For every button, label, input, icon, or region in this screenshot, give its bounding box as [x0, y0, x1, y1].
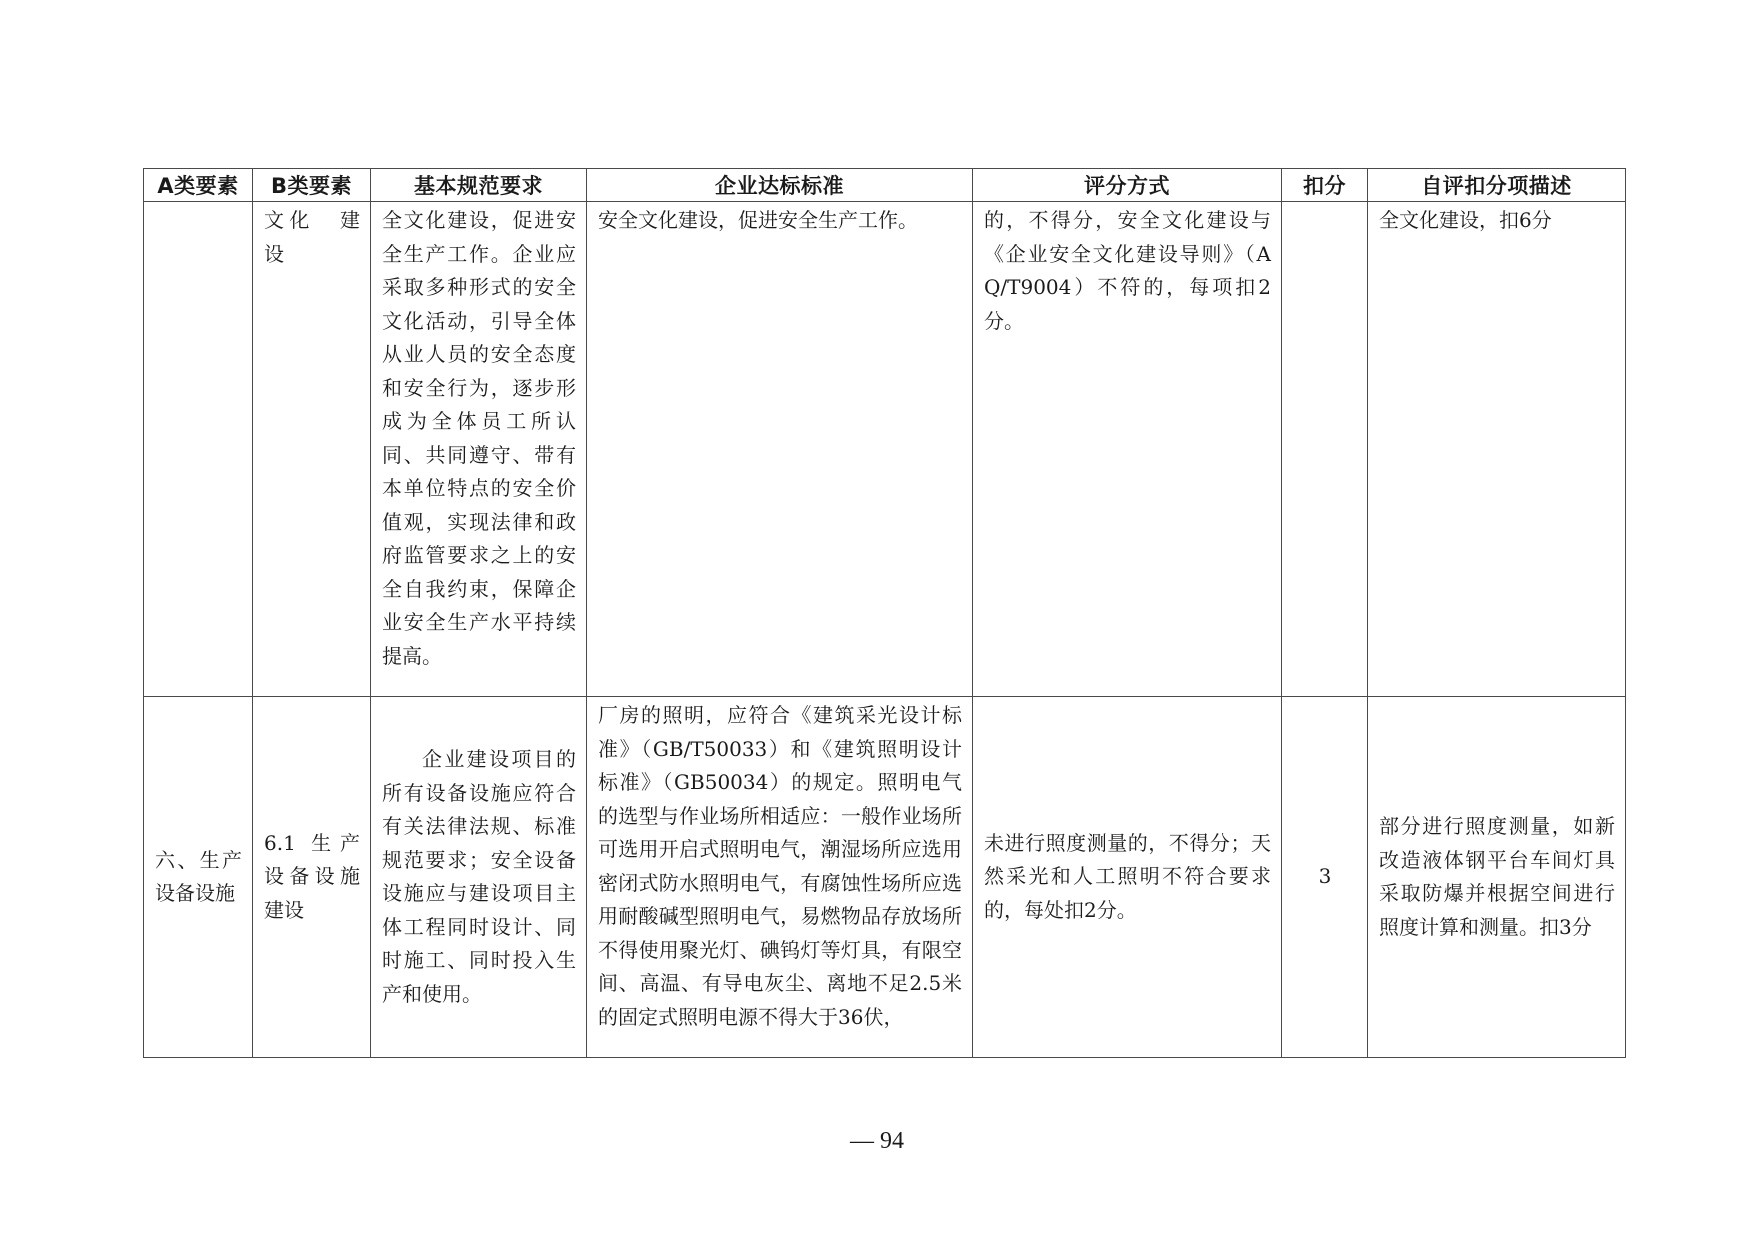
cell-self-eval: 部分进行照度测量，如新改造液体钢平台车间灯具采取防爆并根据空间进行照度计算和测量。扣3分 — [1368, 697, 1626, 1058]
cell-b-element: 6.1 生产设备设施建设 — [253, 697, 371, 1058]
cell-basic-requirement: 企业建设项目的所有设备设施应符合有关法律法规、标准规范要求；安全设备设施应与建设项目主体工程同时设计、同时施工、同时投入生产和使用。 — [371, 697, 587, 1058]
table-row — [144, 202, 1626, 697]
page-number: — 94 — [850, 1128, 904, 1154]
cell-a-element: 六、生产设备设施 — [144, 697, 253, 1058]
cell-enterprise-standard: 安全文化建设，促进安全生产工作。 — [587, 202, 973, 697]
cell-enterprise-standard: 厂房的照明，应符合《建筑采光设计标准》（GB/T50033）和《建筑照明设计标准》（GB50034）的规定。照明电气的选型与作业场所相适应：一般作业场所可选用开启式照明电气，潮湿场所应选用密闭式防水照明电气，有腐蚀性场所应选用耐酸碱型照明电气，易燃物品存放场所不得使用聚光灯、碘钨灯等灯具，有限空间、高温、有导电灰尘、离地不足2.5米的固定式照明电源不得大于36伏， — [587, 697, 973, 1058]
header-basic-requirement: 基本规范要求 — [371, 169, 587, 202]
header-enterprise-standard: 企业达标标准 — [587, 169, 973, 202]
cell-a-element — [144, 202, 253, 697]
safety-standards-table — [143, 168, 1626, 1058]
cell-self-eval: 全文化建设，扣6分 — [1368, 202, 1626, 697]
header-a-element: A类要素 — [144, 169, 253, 202]
cell-deduction — [1282, 202, 1368, 697]
cell-deduction: 3 — [1282, 697, 1368, 1058]
cell-scoring-method: 的，不得分，安全文化建设与《企业安全文化建设导则》（AQ/T9004）不符的，每项扣2分。 — [973, 202, 1282, 697]
header-self-eval: 自评扣分项描述 — [1368, 169, 1626, 202]
table-header-row — [144, 169, 1626, 202]
table-row — [144, 697, 1626, 1058]
cell-scoring-method: 未进行照度测量的，不得分；天然采光和人工照明不符合要求的，每处扣2分。 — [973, 697, 1282, 1058]
header-b-element: B类要素 — [253, 169, 371, 202]
header-deduction: 扣分 — [1282, 169, 1368, 202]
cell-basic-requirement: 全文化建设，促进安全生产工作。企业应采取多种形式的安全文化活动，引导全体从业人员的安全态度和安全行为，逐步形成为全体员工所认同、共同遵守、带有本单位特点的安全价值观，实现法律和政府监管要求之上的安全自我约束，保障企业安全生产水平持续提高。 — [371, 202, 587, 697]
header-scoring-method: 评分方式 — [973, 169, 1282, 202]
cell-b-element: 文化 建设 — [253, 202, 371, 697]
